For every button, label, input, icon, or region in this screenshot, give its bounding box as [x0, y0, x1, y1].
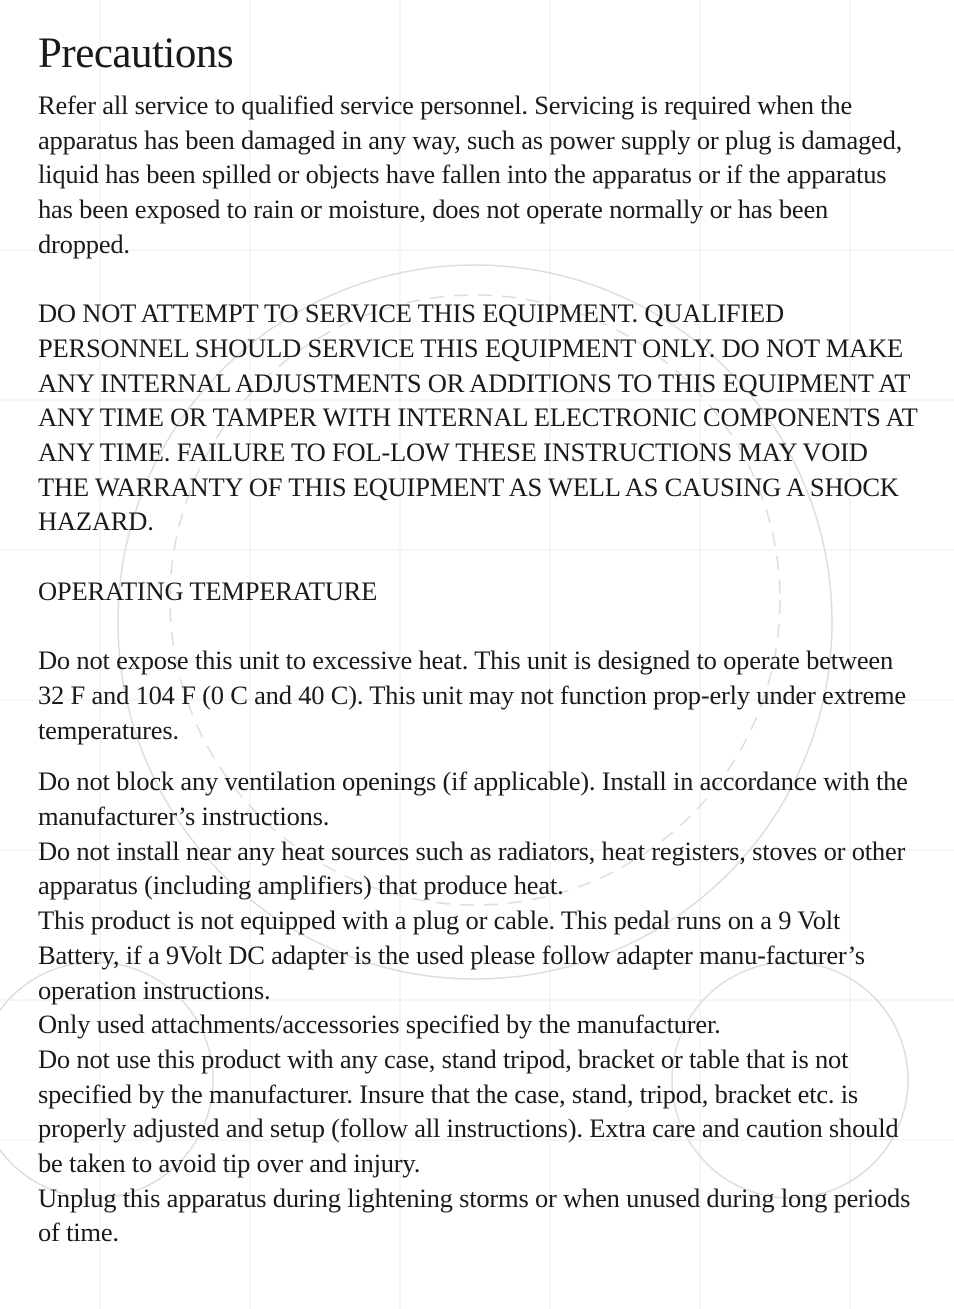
heat-sources-paragraph: Do not install near any heat sources such as radiators, heat registers, stoves or other apparatus (including amplifiers) that produce heat.	[38, 835, 906, 901]
temperature-paragraph: Do not expose this unit to excessive heat. This unit is designed to operate between 32 F and 104 F (0 C and 40 C). This unit may not function prop-erly under extreme temperatures.	[38, 645, 906, 745]
page-title: Precautions	[38, 30, 234, 77]
stand-paragraph: Do not use this product with any case, stand tripod, bracket or table that is not specified by the manufacturer. Insure that the case, stand, tripod, bracket etc. is properly adjusted and setup (follow all instructions). Extra care and caution should be taken to avoid tip over and injury.	[38, 1043, 899, 1179]
spacer	[38, 262, 918, 297]
power-paragraph: This product is not equipped with a plug or cable. This pedal runs on a 9 Volt Battery, if a 9Volt DC adapter is the used please follow adapter manu-facturer’s operation instructions.	[38, 905, 865, 1005]
spacer	[38, 539, 918, 574]
spacer	[38, 609, 918, 644]
ventilation-paragraph: Do not block any ventilation openings (if applicable). Install in accordance with the manufacturer’s instructions.	[38, 766, 908, 832]
warning-paragraph: DO NOT ATTEMPT TO SERVICE THIS EQUIPMENT. QUALIFIED PERSONNEL SHOULD SERVICE THIS EQUIPMENT ONLY. DO NOT MAKE ANY INTERNAL ADJUSTMENTS OR ADDITIONS TO THIS EQUIPMENT AT ANY TIME OR TAMPER WITH INTERNAL ELECTRONIC COMPONENTS AT ANY TIME. FAILURE TO FOL-LOW THESE INSTRUCTIONS MAY VOID THE WARRANTY OF THIS EQUIPMENT AS WELL AS CAUSING A SHOCK HAZARD.	[38, 298, 918, 537]
service-paragraph: Refer all service to qualified service personnel. Servicing is required when the apparatus has been damaged in any way, such as power supply or plug is damaged, liquid has been spilled or objects have fallen into the apparatus or if the apparatus has been exposed to rain or moisture, does not operate normally or has been dropped.	[38, 90, 903, 259]
spacer	[38, 747, 918, 764]
operating-temperature-heading: OPERATING TEMPERATURE	[38, 575, 378, 606]
unplug-paragraph: Unplug this apparatus during lightening storms or when unused during long periods of time.	[38, 1182, 911, 1248]
attachments-paragraph: Only used attachments/accessories specified by the manufacturer.	[38, 1009, 721, 1040]
precautions-document	[38, 28, 918, 1250]
